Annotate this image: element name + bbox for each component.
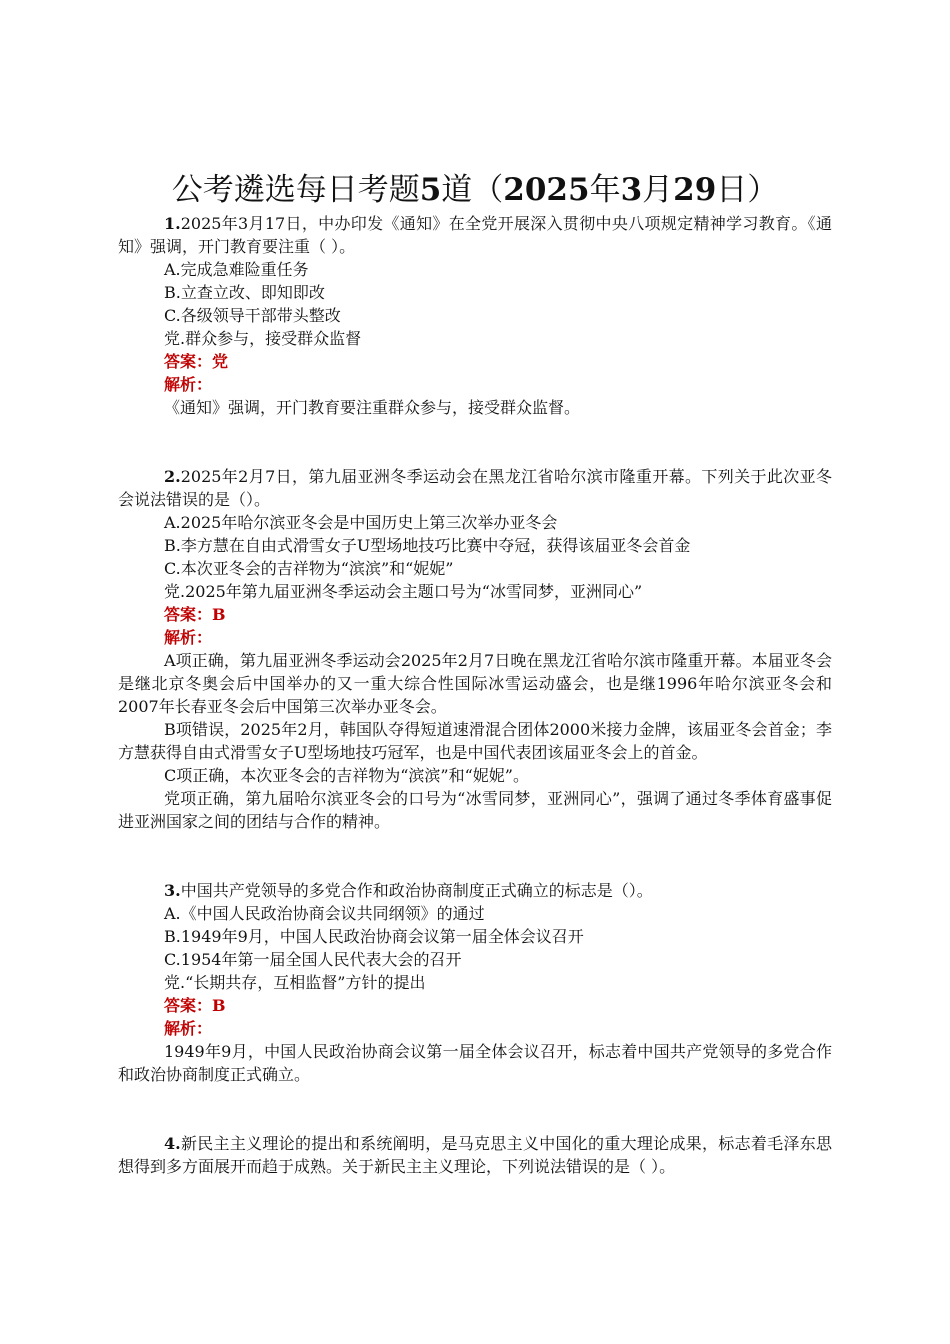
question-4 bbox=[118, 1132, 832, 1178]
page-title: 公考遴选每日考题5道（2025年3月29日） bbox=[171, 172, 779, 208]
option-d: 党.2025年第九届亚洲冬季运动会主题口号为“冰雪同梦，亚洲同心” bbox=[164, 582, 643, 601]
question-list bbox=[118, 212, 832, 1178]
option-b: B.李方慧在自由式滑雪女子U型场地技巧比赛中夺冠，获得该届亚冬会首金 bbox=[164, 536, 691, 555]
option-b: B.1949年9月，中国人民政治协商会议第一届全体会议召开 bbox=[164, 927, 584, 946]
answer: 答案：B bbox=[164, 996, 226, 1015]
question-3 bbox=[118, 879, 832, 1086]
analysis-label: 解析： bbox=[164, 375, 213, 394]
option-c: C.各级领导干部带头整改 bbox=[164, 306, 341, 325]
analysis-paragraph: 党项正确，第九届哈尔滨亚冬会的口号为“冰雪同梦，亚洲同心”，强调了通过冬季体育盛事促进亚洲国家之间的团结与合作的精神。 bbox=[118, 789, 832, 831]
analysis-paragraph: B项错误，2025年2月，韩国队夺得短道速滑混合团体2000米接力金牌，该届亚冬会首金；李方慧获得自由式滑雪女子U型场地技巧冠军，也是中国代表团该届亚冬会上的首金。 bbox=[118, 720, 832, 762]
question-2 bbox=[118, 465, 832, 833]
analysis-paragraph: 《通知》强调，开门教育要注重群众参与，接受群众监督。 bbox=[164, 398, 581, 417]
option-d: 党.群众参与，接受群众监督 bbox=[164, 329, 362, 348]
answer: 答案：党 bbox=[164, 352, 229, 371]
option-a: A.完成急难险重任务 bbox=[164, 260, 309, 279]
option-a: A.2025年哈尔滨亚冬会是中国历史上第三次举办亚冬会 bbox=[164, 513, 558, 532]
question-stem: 3.中国共产党领导的多党合作和政治协商制度正式确立的标志是（）。 bbox=[164, 881, 653, 900]
question-1 bbox=[118, 212, 832, 419]
option-c: C.1954年第一届全国人民代表大会的召开 bbox=[164, 950, 462, 969]
question-stem: 2.2025年2月7日，第九届亚洲冬季运动会在黑龙江省哈尔滨市隆重开幕。下列关于此次亚冬会说法错误的是（）。 bbox=[118, 467, 832, 509]
analysis-label: 解析： bbox=[164, 1019, 213, 1038]
question-stem: 4.新民主主义理论的提出和系统阐明，是马克思主义中国化的重大理论成果，标志着毛泽东思想得到多方面展开而趋于成熟。关于新民主主义理论，下列说法错误的是（ ）。 bbox=[118, 1134, 832, 1176]
answer: 答案：B bbox=[164, 605, 226, 624]
analysis-label: 解析： bbox=[164, 628, 213, 647]
option-d: 党.“长期共存，互相监督”方针的提出 bbox=[164, 973, 426, 992]
analysis-paragraph: C项正确，本次亚冬会的吉祥物为“滨滨”和“妮妮”。 bbox=[164, 766, 529, 785]
option-a: A.《中国人民政治协商会议共同纲领》的通过 bbox=[164, 904, 485, 923]
analysis-paragraph: 1949年9月，中国人民政治协商会议第一届全体会议召开，标志着中国共产党领导的多党合作和政治协商制度正式确立。 bbox=[118, 1042, 832, 1084]
option-b: B.立查立改、即知即改 bbox=[164, 283, 325, 302]
question-stem: 1.2025年3月17日，中办印发《通知》在全党开展深入贯彻中央八项规定精神学习教育。《通知》强调，开门教育要注重（ ）。 bbox=[118, 214, 832, 256]
option-c: C.本次亚冬会的吉祥物为“滨滨”和“妮妮” bbox=[164, 559, 454, 578]
analysis-paragraph: A项正确，第九届亚洲冬季运动会2025年2月7日晚在黑龙江省哈尔滨市隆重开幕。本届亚冬会是继北京冬奥会后中国举办的又一重大综合性国际冰雪运动盛会，也是继1996年哈尔滨亚冬会和2007年长春亚冬会后中国第三次举办亚冬会。 bbox=[118, 651, 832, 716]
